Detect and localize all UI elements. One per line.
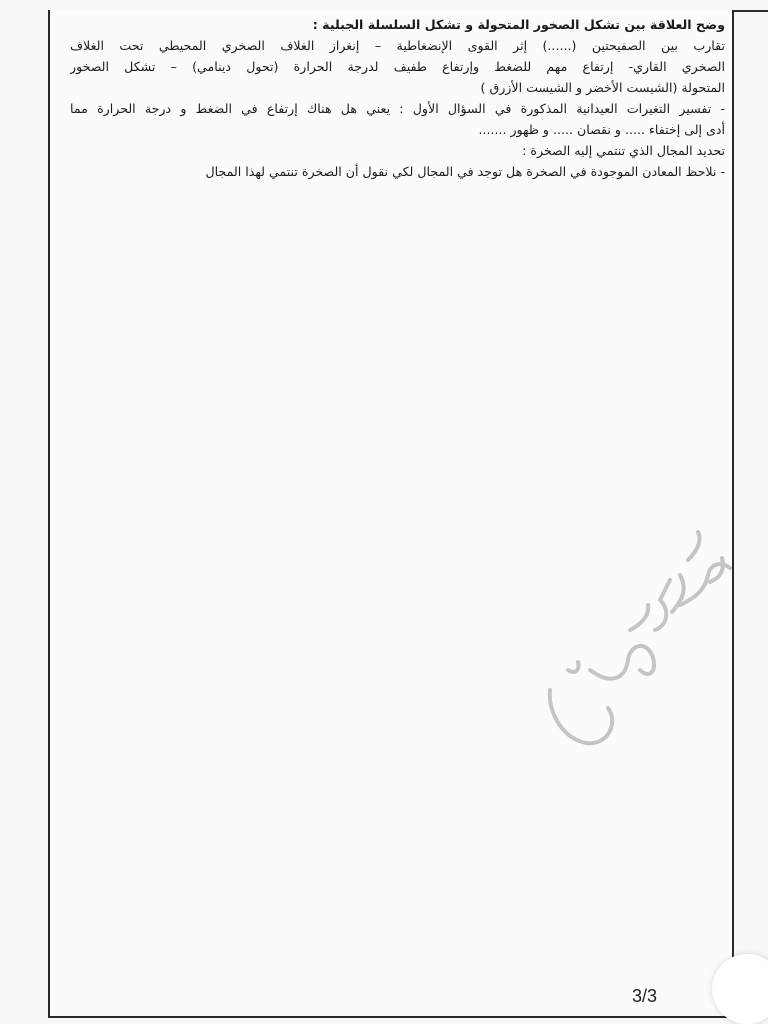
text-line-2: الصخري القاري- إرتفاع مهم للضغط وإرتفاع طفيف لدرجة الحرارة (تحول دينامي) – تشكل الصخور	[70, 59, 725, 74]
page-number: 3/3	[632, 986, 658, 1006]
section-heading: وضح العلاقة بين تشكل الصخور المتحولة و تشكل السلسلة الجبلية :	[312, 17, 725, 32]
text-line-4: - تفسير التغيرات العيدانية المذكورة في السؤال الأول : يعني هل هناك إرتفاع في الضغط و درجة الحرارة مما	[70, 101, 725, 116]
text-line-3: المتحولة (الشيست الأخضر و الشيست الأزرق )	[480, 80, 725, 95]
text-line-5: أدى إلى إختفاء ..... و نقصان ..... و ظهور .......	[478, 122, 725, 137]
text-line-1: تقارب بين الصفيحتين (......) إثر القوى الإنضغاطية – إنغراز الغلاف الصخري المحيطي تحت الغلاف	[70, 38, 725, 53]
document-body	[70, 14, 725, 182]
text-line-6: تحديد المجال الذي تنتمي إليه الصخرة :	[522, 143, 725, 158]
text-line-7: - نلاحظ المعادن الموجودة في الصخرة هل توجد في المجال لكي نقول أن الصخرة تنتمي لهذا المجال	[205, 164, 725, 179]
handwritten-watermark	[520, 520, 740, 770]
